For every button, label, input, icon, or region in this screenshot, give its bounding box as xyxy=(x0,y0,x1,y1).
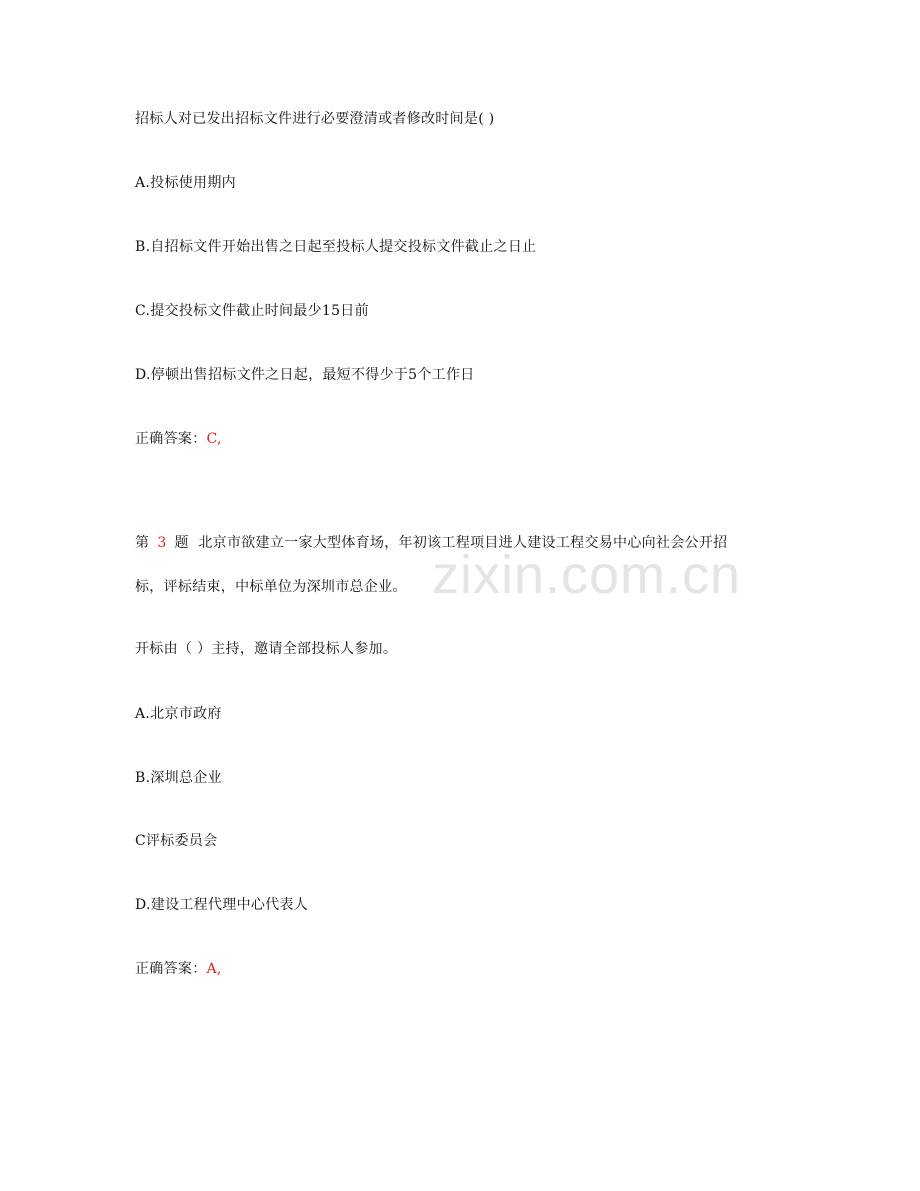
q3-option-d: D.建设工程代理中心代表人 xyxy=(135,897,309,913)
q3-stem-line2: 标，评标结束，中标单位为深圳市总企业。 xyxy=(135,579,407,595)
q2-answer-label: 正确答案： xyxy=(135,431,207,447)
q3-question: 开标由（ ）主持，邀请全部投标人参加。 xyxy=(135,641,398,657)
q3-number: 3 xyxy=(157,535,167,551)
q3-stem-line1: 北京市欲建立一家大型体育场，年初该工程项目进人建设工程交易中心向社会公开招 xyxy=(198,535,728,551)
q2-option-c: C.提交投标文件截止时间最少15日前 xyxy=(135,303,369,319)
q3-option-b: B.深圳总企业 xyxy=(135,770,222,786)
q3-option-c: C评标委员会 xyxy=(135,833,218,849)
q2-option-b: B.自招标文件开始出售之日起至投标人提交投标文件截止之日止 xyxy=(135,239,537,255)
q2-answer-value: C, xyxy=(206,431,222,447)
q3-suffix: 题 xyxy=(174,535,189,551)
q2-option-d: D.停顿出售招标文件之日起，最短不得少于5个工作日 xyxy=(135,367,475,383)
q2-stem: 招标人对已发出招标文件进行必要澄清或者修改时间是( ) xyxy=(135,111,495,127)
q3-header xyxy=(135,533,727,553)
q3-answer-value: A, xyxy=(206,961,222,977)
q3-prefix: 第 xyxy=(135,535,150,551)
q2-option-a: A.投标使用期内 xyxy=(135,175,236,191)
q2-answer xyxy=(135,429,222,449)
watermark: zixin.com.cn xyxy=(432,545,742,605)
q3-option-a: A.北京市政府 xyxy=(135,706,222,722)
q3-answer xyxy=(135,959,222,979)
q3-answer-label: 正确答案： xyxy=(135,961,207,977)
